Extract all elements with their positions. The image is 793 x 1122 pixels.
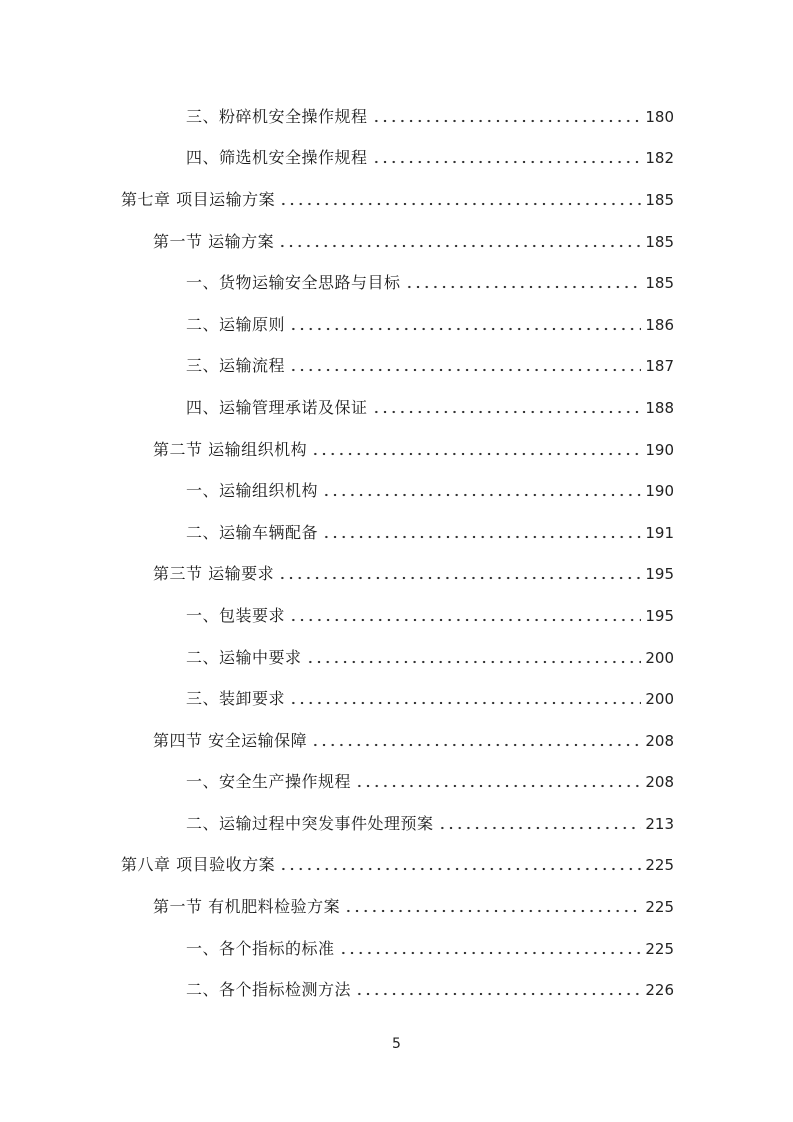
toc-entry-title: 二、运输原则: [186, 314, 286, 334]
toc-entry-page: 185: [645, 232, 674, 251]
toc-entry-title: 三、装卸要求: [186, 689, 286, 709]
dot-leader: [306, 660, 642, 664]
toc-entry-section[interactable]: [0, 429, 793, 471]
toc-entry[interactable]: [0, 512, 793, 554]
toc-entry-title: 一、安全生产操作规程: [186, 772, 352, 792]
dot-leader: [438, 826, 642, 830]
dot-leader: [311, 743, 641, 747]
toc-entry-section[interactable]: [0, 720, 793, 762]
toc-entry-title: 一、各个指标的标准: [186, 938, 335, 958]
dot-leader: [278, 244, 641, 248]
toc-entry-page: 187: [645, 357, 674, 376]
toc-entry-page: 182: [645, 149, 674, 168]
toc-entry[interactable]: [0, 678, 793, 720]
toc-entry[interactable]: [0, 138, 793, 180]
toc-entry-page: 180: [645, 107, 674, 126]
dot-leader: [322, 535, 641, 539]
toc-entry[interactable]: [0, 387, 793, 429]
toc-entry-title: 第一节 有机肥料检验方案: [153, 897, 341, 917]
toc-entry-page: 213: [645, 814, 674, 833]
toc-entry-title: 二、运输中要求: [186, 647, 302, 667]
table-of-contents: [0, 96, 793, 1011]
toc-entry[interactable]: [0, 637, 793, 679]
toc-entry-page: 195: [645, 606, 674, 625]
toc-entry-title: 第二节 运输组织机构: [153, 439, 308, 459]
toc-entry-chapter[interactable]: [0, 845, 793, 887]
toc-entry-page: 200: [645, 690, 674, 709]
toc-entry-title: 三、运输流程: [186, 356, 286, 376]
dot-leader: [279, 867, 641, 871]
toc-entry-chapter[interactable]: [0, 179, 793, 221]
toc-entry-title: 四、运输管理承诺及保证: [186, 397, 368, 417]
toc-entry-title: 第七章 项目运输方案: [121, 189, 276, 209]
toc-entry-title: 第三节 运输要求: [153, 564, 275, 584]
toc-entry[interactable]: [0, 346, 793, 388]
dot-leader: [322, 493, 641, 497]
toc-entry-page: 190: [645, 440, 674, 459]
dot-leader: [311, 452, 641, 456]
dot-leader: [289, 368, 641, 372]
page-number: 5: [392, 1036, 401, 1052]
toc-entry-title: 第一节 运输方案: [153, 231, 275, 251]
toc-entry-page: 200: [645, 648, 674, 667]
dot-leader: [289, 327, 641, 331]
dot-leader: [278, 576, 641, 580]
dot-leader: [289, 618, 641, 622]
toc-entry-page: 188: [645, 398, 674, 417]
toc-entry-page: 226: [645, 981, 674, 1000]
dot-leader: [372, 119, 642, 123]
dot-leader: [344, 909, 641, 913]
toc-entry-title: 第八章 项目验收方案: [121, 855, 276, 875]
toc-entry-title: 四、筛选机安全操作规程: [186, 148, 368, 168]
toc-entry[interactable]: [0, 96, 793, 138]
toc-entry-page: 225: [645, 856, 674, 875]
toc-entry-page: 185: [645, 274, 674, 293]
toc-entry[interactable]: [0, 762, 793, 804]
dot-leader: [279, 202, 641, 206]
dot-leader: [355, 992, 641, 996]
toc-entry-title: 一、运输组织机构: [186, 481, 319, 501]
dot-leader: [372, 410, 642, 414]
toc-entry[interactable]: [0, 595, 793, 637]
toc-entry-page: 191: [645, 523, 674, 542]
toc-entry[interactable]: [0, 262, 793, 304]
toc-entry-title: 二、运输车辆配备: [186, 522, 319, 542]
toc-entry-title: 二、运输过程中突发事件处理预案: [186, 813, 434, 833]
toc-entry-page: 195: [645, 565, 674, 584]
dot-leader: [289, 701, 641, 705]
toc-entry-title: 三、粉碎机安全操作规程: [186, 106, 368, 126]
toc-entry[interactable]: [0, 304, 793, 346]
toc-entry-page: 186: [645, 315, 674, 334]
toc-entry-section[interactable]: [0, 886, 793, 928]
dot-leader: [339, 951, 642, 955]
toc-entry-page: 225: [645, 939, 674, 958]
toc-entry[interactable]: [0, 470, 793, 512]
toc-entry-page: 185: [645, 190, 674, 209]
dot-leader: [372, 160, 642, 164]
toc-entry-title: 一、货物运输安全思路与目标: [186, 273, 401, 293]
toc-entry-title: 一、包装要求: [186, 605, 286, 625]
toc-entry[interactable]: [0, 969, 793, 1011]
toc-entry[interactable]: [0, 803, 793, 845]
toc-entry-page: 225: [645, 898, 674, 917]
toc-entry-title: 二、各个指标检测方法: [186, 980, 352, 1000]
toc-entry-page: 190: [645, 482, 674, 501]
toc-entry-section[interactable]: [0, 554, 793, 596]
toc-entry-section[interactable]: [0, 221, 793, 263]
dot-leader: [405, 285, 642, 289]
toc-entry[interactable]: [0, 928, 793, 970]
dot-leader: [355, 784, 641, 788]
toc-entry-page: 208: [645, 731, 674, 750]
toc-entry-page: 208: [645, 773, 674, 792]
toc-entry-title: 第四节 安全运输保障: [153, 730, 308, 750]
